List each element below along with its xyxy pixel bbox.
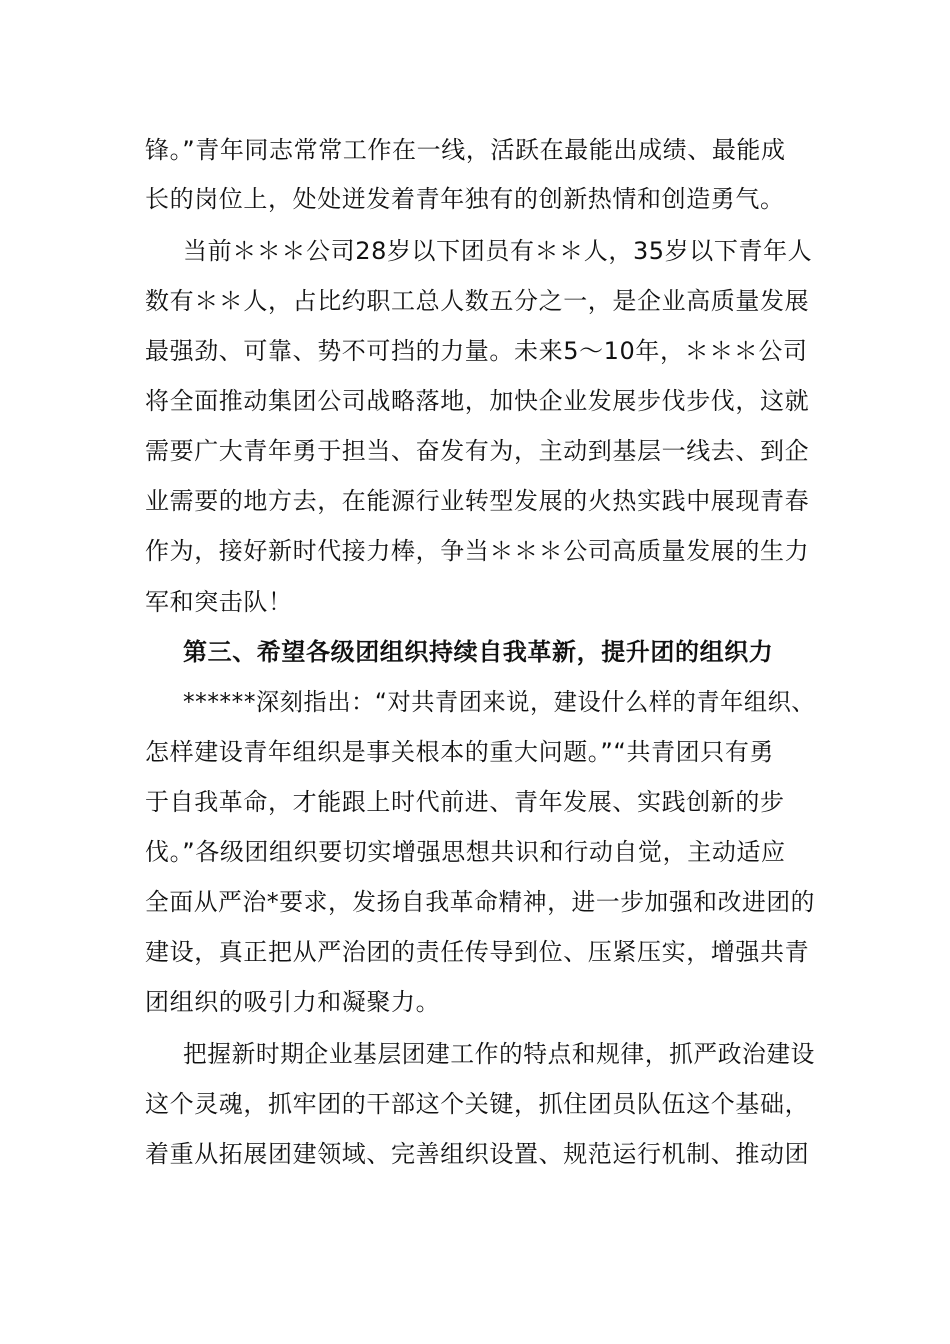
text-line: 将全面推动集团公司战略落地，加快企业发展步伐步伐，这就 [145,387,810,415]
text-line: 锋。”青年同志常常工作在一线，活跃在最能出成绩、最能成 [145,136,786,164]
text-line: 把握新时期企业基层团建工作的特点和规律，抓严政治建设 [183,1040,815,1068]
text-line: 伐。”各级团组织要切实增强思想共识和行动自觉，主动适应 [145,838,786,866]
text-line: 全面从严治*要求，发扬自我革命精神，进一步加强和改进团的 [145,888,816,916]
text-line: 这个灵魂，抓牢团的干部这个关键，抓住团员队伍这个基础， [145,1090,810,1118]
text-line: 怎样建设青年组织是事关根本的重大问题。”“共青团只有勇 [145,738,775,766]
text-line: 需要广大青年勇于担当、奋发有为，主动到基层一线去、到企 [145,437,810,465]
text-line: 数有＊＊人，占比约职工总人数五分之一，是企业高质量发展 [145,287,810,315]
text-line: 团组织的吸引力和凝聚力。 [145,988,441,1016]
text-line: 业需要的地方去，在能源行业转型发展的火热实践中展现青春 [145,487,810,515]
text-line: 建设，真正把从严治团的责任传导到位、压紧压实，增强共青 [145,938,810,966]
section-heading: 第三、希望各级团组织持续自我革新，提升团的组织力 [183,638,774,666]
text-line: 军和突击队！ [145,588,293,616]
text-line: 最强劲、可靠、势不可挡的力量。未来5～10年，＊＊＊公司 [145,337,808,365]
text-line: 长的岗位上，处处迸发着青年独有的创新热情和创造勇气。 [145,185,785,213]
text-line: 于自我革命，才能跟上时代前进、青年发展、实践创新的步 [145,788,785,816]
text-line: ******深刻指出：“对共青团来说，建设什么样的青年组织、 [183,688,816,716]
text-line: 当前＊＊＊公司28岁以下团员有＊＊人，35岁以下青年人 [183,237,813,265]
text-line: 作为，接好新时代接力棒，争当＊＊＊公司高质量发展的生力 [145,537,810,565]
text-line: 着重从拓展团建领域、完善组织设置、规范运行机制、推动团 [145,1140,810,1168]
